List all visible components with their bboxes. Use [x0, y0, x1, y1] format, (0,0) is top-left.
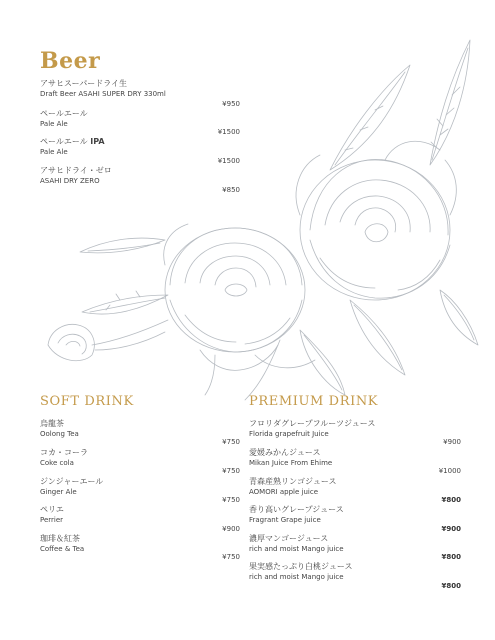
item-name-en: Coffee & Tea [40, 545, 85, 553]
item-name-jp: コカ・コーラ [40, 448, 88, 457]
premium-drink-section-title: PREMIUM DRINK [249, 394, 379, 409]
item-name-en: Draft Beer ASAHI SUPER DRY 330ml [40, 90, 166, 98]
premium-drink-item [249, 562, 352, 582]
item-name-en: Pale Ale [40, 120, 68, 128]
item-name-en: Perrier [40, 516, 64, 524]
item-name-jp: 愛媛みかんジュース [249, 448, 321, 457]
soft-drink-item [40, 419, 79, 439]
item-name-en: Pale Ale [40, 148, 68, 156]
beer-item [40, 79, 166, 99]
item-price: ¥800 [441, 496, 461, 504]
item-price: ¥900 [222, 525, 240, 533]
soft-drink-section-title: SOFT DRINK [40, 394, 134, 409]
beer-item [40, 137, 105, 157]
item-name-jp: 青森産熟リンゴジュース [249, 477, 337, 486]
item-price: ¥1500 [217, 128, 240, 136]
item-name-jp: ジンジャーエール [40, 477, 104, 486]
item-price: ¥750 [222, 438, 240, 446]
item-name-jp: ペールエール [40, 109, 88, 118]
premium-drink-item [249, 448, 332, 468]
beer-item [40, 109, 88, 129]
premium-drink-item [249, 477, 336, 497]
item-price: ¥900 [441, 525, 461, 533]
item-name-en: Florida grapefruit Juice [249, 430, 329, 438]
item-name-en: Oolong Tea [40, 430, 79, 438]
item-price: ¥950 [222, 100, 240, 108]
item-name-jp: 香り高いグレープジュース [249, 505, 344, 514]
item-name-en: rich and moist Mango juice [249, 545, 344, 553]
item-price: ¥900 [443, 438, 461, 446]
premium-drink-item [249, 505, 344, 525]
item-name-jp: ペリエ [40, 505, 64, 514]
ipa-label: IPA [90, 137, 105, 146]
item-name-en: Mikan Juice From Ehime [249, 459, 333, 467]
item-name-jp: アサヒドライ・ゼロ [40, 166, 112, 175]
soft-drink-item [40, 505, 64, 525]
item-price: ¥1500 [217, 157, 240, 165]
premium-drink-item [249, 534, 344, 554]
beer-section-title: Beer [40, 48, 101, 74]
item-name-en: Fragrant Grape juice [249, 516, 321, 524]
item-price: ¥750 [222, 467, 240, 475]
soft-drink-item [40, 448, 88, 468]
beer-item [40, 166, 112, 186]
item-name-en: Coke cola [40, 459, 74, 467]
item-name-jp: フロリダグレープフルーツジュース [249, 419, 376, 428]
soft-drink-item [40, 477, 103, 497]
item-price: ¥800 [441, 553, 461, 561]
item-name-en: rich and moist Mango juice [249, 573, 344, 581]
soft-drink-item [40, 534, 84, 554]
item-name-en: AOMORI apple juice [249, 488, 319, 496]
item-name-jp: 烏龍茶 [40, 419, 64, 428]
item-price: ¥750 [222, 496, 240, 504]
item-price: ¥800 [441, 582, 461, 590]
item-name-jp: アサヒスーパードライ生 [40, 79, 127, 88]
item-name-jp: 濃厚マンゴージュース [249, 534, 329, 543]
premium-drink-item [249, 419, 375, 439]
item-price: ¥1000 [438, 467, 461, 475]
item-price: ¥850 [222, 186, 240, 194]
item-price: ¥750 [222, 553, 240, 561]
item-name-jp: 珈琲＆紅茶 [40, 534, 80, 543]
item-name-jp-text: ペールエール [40, 137, 88, 146]
item-name-jp [40, 137, 105, 147]
item-name-jp: 果実感たっぷり白桃ジュース [249, 562, 353, 571]
item-name-en: Ginger Ale [40, 488, 77, 496]
item-name-en: ASAHI DRY ZERO [40, 177, 100, 185]
